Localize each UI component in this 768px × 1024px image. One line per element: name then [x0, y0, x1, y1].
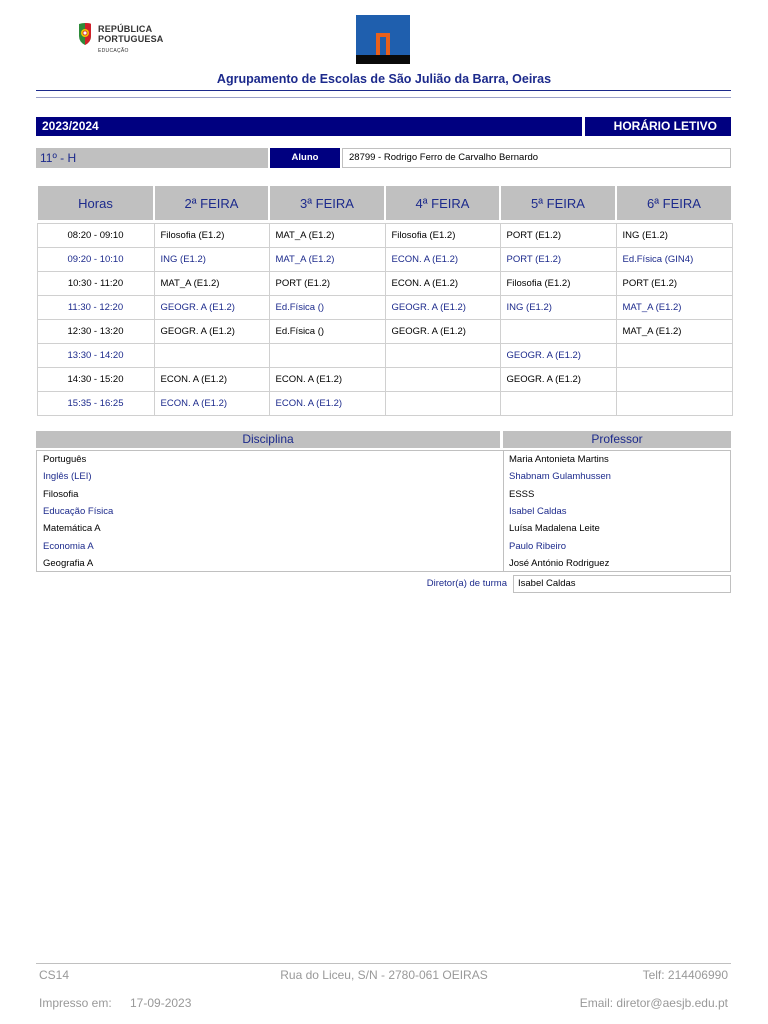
printed-label: Impresso em:	[39, 996, 112, 1010]
class-cell	[269, 344, 385, 368]
timetable-row	[37, 224, 732, 248]
class-cell	[616, 392, 732, 416]
class-cell: PORT (E1.2)	[616, 272, 732, 296]
header-thursday: 5ª FEIRA	[500, 186, 616, 220]
class-cell	[616, 344, 732, 368]
class-cell: ING (E1.2)	[616, 224, 732, 248]
timetable-row	[37, 248, 732, 272]
timetable-row	[37, 344, 732, 368]
time-slot: 15:35 - 16:25	[37, 392, 154, 416]
class-cell: ECON. A (E1.2)	[269, 368, 385, 392]
footer-divider	[36, 963, 731, 964]
school-year: 2023/2024	[36, 117, 582, 136]
professor-name: Isabel Caldas	[509, 505, 567, 517]
class-cell	[616, 368, 732, 392]
header-divider	[36, 90, 731, 91]
professor-name: Maria Antonieta Martins	[509, 454, 609, 465]
class-cell: Filosofia (E1.2)	[154, 224, 269, 248]
class-cell	[500, 392, 616, 416]
professor-name: Paulo Ribeiro	[509, 540, 567, 552]
timetable-header	[37, 186, 732, 220]
class-name: 11º - H	[36, 148, 268, 168]
school-logo	[356, 15, 410, 64]
discipline-name: Filosofia	[43, 488, 79, 500]
class-cell: ECON. A (E1.2)	[385, 272, 500, 296]
professor-name: Shabnam Gulamhussen	[509, 471, 611, 483]
subjects-list	[36, 450, 731, 572]
time-slot: 09:20 - 10:10	[37, 248, 154, 272]
discipline-name: Inglês (LEI)	[43, 471, 92, 483]
subjects-divider	[503, 450, 504, 572]
class-cell: Ed.Física (GIN4)	[616, 248, 732, 272]
class-cell: PORT (E1.2)	[500, 224, 616, 248]
schedule-type: HORÁRIO LETIVO	[585, 117, 731, 136]
republica-portuguesa-logo	[76, 20, 176, 60]
gov-line1: REPÚBLICA	[98, 24, 153, 34]
class-director-value: Isabel Caldas	[513, 575, 731, 593]
header-friday: 6ª FEIRA	[616, 186, 732, 220]
class-cell	[385, 368, 500, 392]
class-cell: Filosofia (E1.2)	[500, 272, 616, 296]
class-cell: ING (E1.2)	[154, 248, 269, 272]
class-cell	[154, 344, 269, 368]
time-slot: 12:30 - 13:20	[37, 320, 154, 344]
printed-date: 17-09-2023	[130, 996, 192, 1010]
class-cell	[385, 344, 500, 368]
timetable	[36, 186, 733, 416]
class-cell: PORT (E1.2)	[500, 248, 616, 272]
header-hours: Horas	[37, 186, 154, 220]
class-cell: GEOGR. A (E1.2)	[500, 344, 616, 368]
discipline-name: Português	[43, 454, 87, 465]
student-value: 28799 - Rodrigo Ferro de Carvalho Bernardo	[342, 148, 731, 168]
header-monday: 2ª FEIRA	[154, 186, 269, 220]
class-cell: MAT_A (E1.2)	[616, 320, 732, 344]
class-cell: GEOGR. A (E1.2)	[154, 296, 269, 320]
class-cell: MAT_A (E1.2)	[154, 272, 269, 296]
class-cell: MAT_A (E1.2)	[269, 224, 385, 248]
class-cell: ECON. A (E1.2)	[154, 392, 269, 416]
header-divider-thin	[36, 97, 731, 98]
class-cell: Ed.Física ()	[269, 296, 385, 320]
class-cell: Filosofia (E1.2)	[385, 224, 500, 248]
discipline-header: Disciplina	[36, 431, 500, 448]
discipline-name: Matemática A	[43, 523, 101, 535]
timetable-row	[37, 368, 732, 392]
timetable-row	[37, 296, 732, 320]
class-cell: Ed.Física ()	[269, 320, 385, 344]
class-cell	[500, 320, 616, 344]
timetable-row	[37, 392, 732, 416]
class-cell: ECON. A (E1.2)	[385, 248, 500, 272]
gov-line3: EDUCAÇÃO	[98, 48, 129, 54]
footer-phone: Telf: 214406990	[642, 968, 728, 982]
timetable-row	[37, 320, 732, 344]
class-cell: ECON. A (E1.2)	[269, 392, 385, 416]
class-cell: GEOGR. A (E1.2)	[154, 320, 269, 344]
time-slot: 08:20 - 09:10	[37, 224, 154, 248]
discipline-name: Economia A	[43, 540, 94, 552]
class-director-label: Diretor(a) de turma	[426, 578, 507, 589]
time-slot: 14:30 - 15:20	[37, 368, 154, 392]
class-cell: MAT_A (E1.2)	[269, 248, 385, 272]
class-cell: ECON. A (E1.2)	[154, 368, 269, 392]
class-cell: GEOGR. A (E1.2)	[385, 320, 500, 344]
header-tuesday: 3ª FEIRA	[269, 186, 385, 220]
gov-line2: PORTUGUESA	[98, 34, 164, 44]
class-cell	[385, 392, 500, 416]
header-wednesday: 4ª FEIRA	[385, 186, 500, 220]
footer-email: Email: diretor@aesjb.edu.pt	[579, 996, 728, 1010]
class-cell: ING (E1.2)	[500, 296, 616, 320]
time-slot: 13:30 - 14:20	[37, 344, 154, 368]
footer-code: CS14	[39, 968, 70, 982]
class-cell: GEOGR. A (E1.2)	[385, 296, 500, 320]
discipline-name: Educação Física	[43, 505, 114, 517]
student-label: Aluno	[270, 148, 340, 168]
professor-name: Luísa Madalena Leite	[509, 523, 600, 535]
class-cell: PORT (E1.2)	[269, 272, 385, 296]
discipline-name: Geografia A	[43, 557, 94, 569]
professor-name: ESSS	[509, 488, 535, 500]
time-slot: 11:30 - 12:20	[37, 296, 154, 320]
time-slot: 10:30 - 11:20	[37, 272, 154, 296]
school-name: Agrupamento de Escolas de São Julião da Barra, Oeiras	[216, 72, 552, 86]
timetable-row	[37, 272, 732, 296]
footer-address: Rua do Liceu, S/N - 2780-061 OEIRAS	[280, 968, 488, 982]
portugal-emblem-icon	[76, 22, 94, 46]
class-cell: MAT_A (E1.2)	[616, 296, 732, 320]
class-cell: GEOGR. A (E1.2)	[500, 368, 616, 392]
professor-name: José António Rodriguez	[509, 557, 610, 569]
professor-header: Professor	[503, 431, 731, 448]
